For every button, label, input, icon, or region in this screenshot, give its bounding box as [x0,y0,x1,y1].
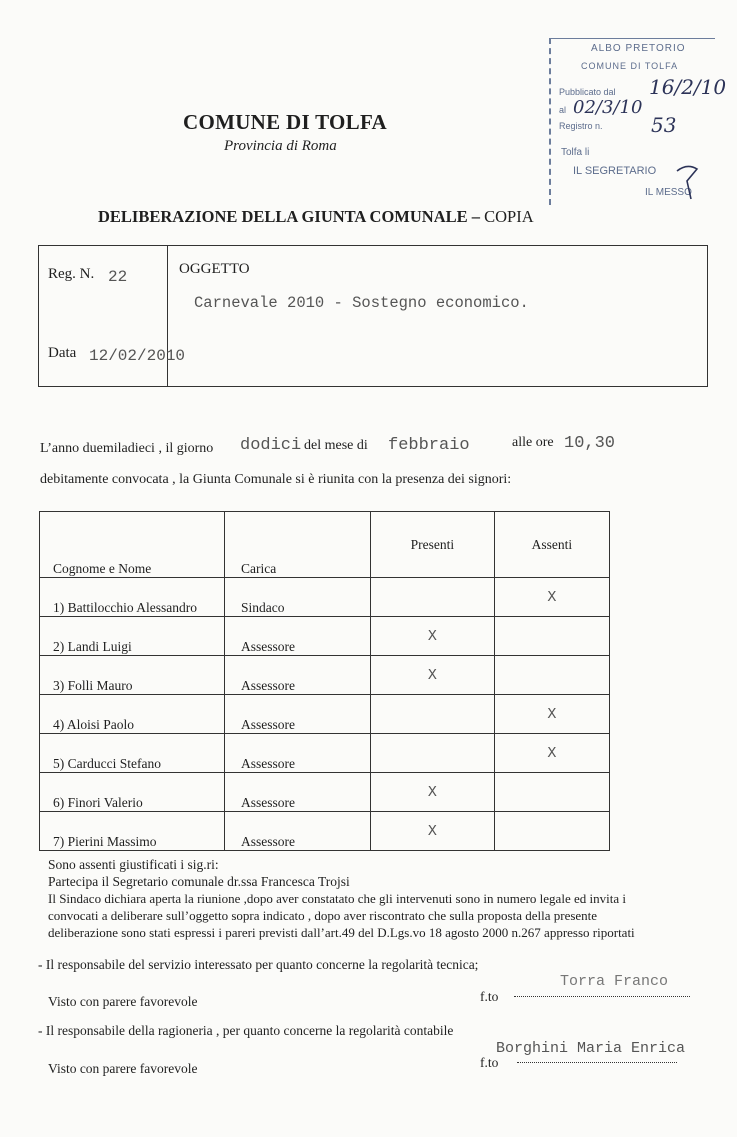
table-row [40,695,610,734]
table-header-row [40,512,610,578]
data-value: 12/02/2010 [89,347,186,365]
sindaco-line1: Il Sindaco dichiara aperta la riunione ,dopo aver constatato che gli intervenuti sono in numero legale ed invita i [48,891,626,906]
member-presente: X [371,656,495,695]
member-name: 4) Aloisi Paolo [40,695,225,734]
member-name: 5) Carducci Stefano [40,734,225,773]
attendance-table [39,511,610,851]
stamp-al-label: al [559,105,567,115]
sindaco-line2: convocati a deliberare sull’oggetto sopra indicato , dopo aver riscontrato che sulla proposta della presente [48,908,598,923]
table-row [40,734,610,773]
member-assente: X [494,734,609,773]
table-row [40,617,610,656]
parere-contabile: - Il responsabile della ragioneria , per quanto concerne la regolarità contabile [38,1023,454,1038]
header-carica: Carica [225,512,371,578]
stamp-pubblicato-date: 16/2/10 [649,75,727,99]
provincia: Provincia di Roma [224,138,337,154]
member-assente [494,656,609,695]
stamp-segretario: IL SEGRETARIO [573,165,657,177]
intro-mese: febbraio [388,436,470,455]
stamp-tolfa: Tolfa li [561,147,590,158]
member-name: 7) Pierini Massimo [40,812,225,851]
visto-favorevole-2: Visto con parere favorevole [48,1061,198,1076]
member-name: 3) Folli Mauro [40,656,225,695]
member-carica: Sindaco [225,578,371,617]
table-row [40,578,610,617]
intro-part3: alle ore [512,435,554,450]
member-carica: Assessore [225,734,371,773]
intro-giorno: dodici [240,436,302,455]
stamp-registro-n: 53 [651,113,677,137]
member-name: 6) Finori Valerio [40,773,225,812]
member-assente: X [494,578,609,617]
header-presenti: Presenti [371,512,495,578]
stamp-registro-label: Registro n. [559,121,603,131]
data-label: Data [48,345,77,361]
member-presente: X [371,812,495,851]
stamp-pubblicato-label: Pubblicato dal [559,87,616,97]
header-assenti: Assenti [494,512,609,578]
member-assente [494,617,609,656]
oggetto-text: Carnevale 2010 - Sostegno economico. [194,294,529,312]
member-presente [371,578,495,617]
table-row [40,773,610,812]
comune-title: COMUNE DI TOLFA [183,110,388,134]
registro-box [38,245,708,387]
intro-part2: del mese di [304,438,368,453]
visto-favorevole-1: Visto con parere favorevole [48,994,198,1009]
segretario-line: Partecipa il Segretario comunale dr.ssa Francesca Trojsi [48,874,350,889]
member-carica: Assessore [225,812,371,851]
fto-label-1: f.to [480,989,499,1004]
deliberazione-text: DELIBERAZIONE DELLA GIUNTA COMUNALE – [98,207,481,226]
member-name: 1) Battilocchio Alessandro [40,578,225,617]
stamp-line1: ALBO PRETORIO [591,43,686,54]
assenti-giustificati: Sono assenti giustificati i sig.ri: [48,857,219,872]
member-carica: Assessore [225,617,371,656]
firma-1: Torra Franco [560,973,669,990]
signature-line-2 [517,1062,677,1063]
member-assente [494,812,609,851]
intro-part1: L’anno duemiladieci , il giorno [40,441,214,456]
member-carica: Assessore [225,695,371,734]
sindaco-line3: deliberazione sono stati espressi i pareri previsti dall’art.49 del D.Lgs.vo 18 agosto 2000 n.267 appresso riportati [48,925,635,940]
member-name: 2) Landi Luigi [40,617,225,656]
member-presente: X [371,773,495,812]
stamp-al-date: 02/3/10 [573,97,643,118]
reg-label: Reg. N. [48,266,95,282]
stamp-messo: IL MESSO [645,187,692,198]
parere-tecnica: - Il responsabile del servizio interessato per quanto concerne la regolarità tecnica; [38,957,479,972]
member-presente: X [371,617,495,656]
intro-ore: 10,30 [564,434,616,453]
albo-pretorio-stamp [549,38,727,205]
reg-value: 22 [108,268,128,286]
stamp-line2: COMUNE DI TOLFA [581,61,679,71]
firma-2: Borghini Maria Enrica [496,1040,686,1057]
oggetto-label: OGGETTO [179,261,250,277]
member-presente [371,734,495,773]
registro-box-divider [167,246,168,386]
intro-line2: debitamente convocata , la Giunta Comunale si è riunita con la presenza dei signori: [40,472,512,487]
deliberazione-title [98,207,534,227]
member-carica: Assessore [225,656,371,695]
fto-label-2: f.to [480,1055,499,1070]
signature-line-1 [514,996,690,997]
table-row [40,656,610,695]
member-carica: Assessore [225,773,371,812]
signature-scribble-icon [673,161,703,203]
member-assente [494,773,609,812]
member-presente [371,695,495,734]
header-cognome-nome: Cognome e Nome [40,512,225,578]
copia-label: COPIA [484,207,534,226]
member-assente: X [494,695,609,734]
table-row [40,812,610,851]
